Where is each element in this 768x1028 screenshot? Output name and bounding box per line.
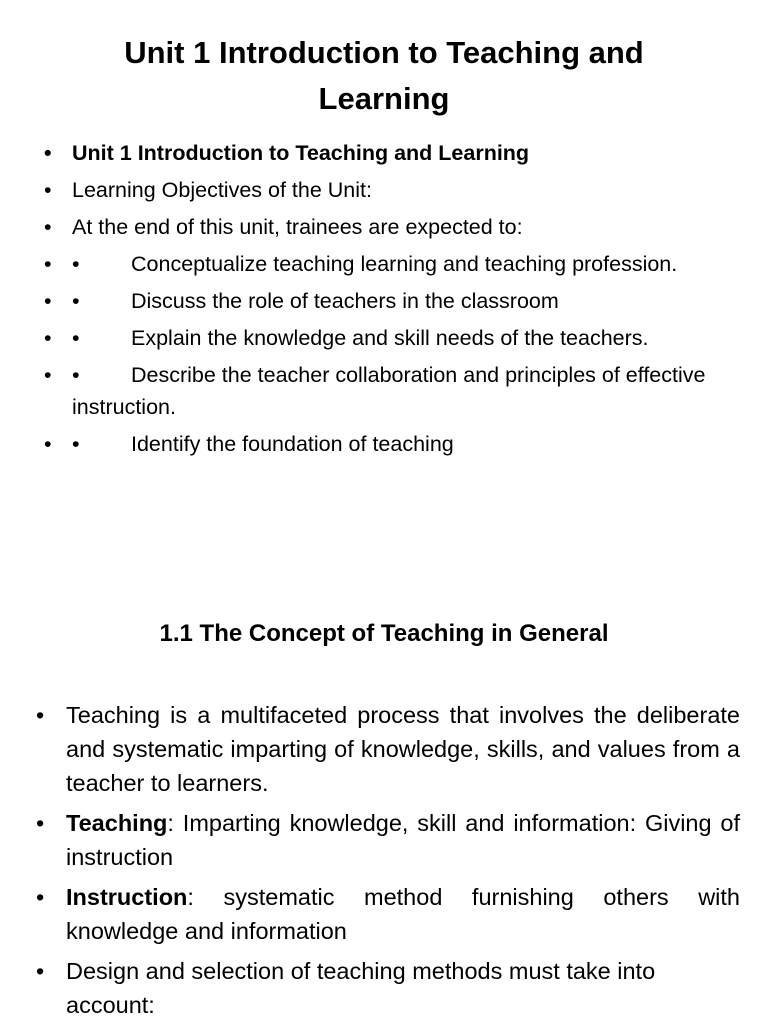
- list-item: [44, 322, 734, 354]
- section-title: 1.1 The Concept of Teaching in General: [159, 620, 609, 647]
- term-definition: : systematic method furnishing others with knowledge and information: [66, 884, 740, 944]
- term-label: Instruction: [66, 884, 188, 910]
- list-item-text: At the end of this unit, trainees are expected to:: [72, 215, 523, 239]
- list-item: [36, 880, 740, 948]
- inner-bullet-icon: •: [72, 289, 80, 313]
- inner-bullet-icon: •: [72, 432, 80, 456]
- slide-concept-of-teaching: [0, 512, 768, 1024]
- list-item: [44, 137, 734, 169]
- concept-list: [36, 698, 740, 1028]
- list-item: [44, 248, 734, 280]
- bullet-icon: •: [44, 178, 52, 202]
- bullet-icon: •: [44, 432, 52, 456]
- bullet-icon: •: [36, 884, 45, 910]
- list-item: [44, 211, 734, 243]
- bullet-icon: •: [44, 252, 52, 276]
- slide-title: Unit 1 Introduction to Teaching and Learning: [124, 35, 644, 116]
- bullet-icon: •: [44, 326, 52, 350]
- list-item-text: Unit 1 Introduction to Teaching and Learning: [72, 141, 530, 165]
- list-item-text: Explain the knowledge and skill needs of the teachers.: [131, 326, 649, 350]
- term-definition: : Imparting knowledge, skill and information: Giving of instruction: [66, 810, 740, 870]
- term-label: Teaching: [66, 810, 168, 836]
- list-item: [44, 359, 734, 423]
- bullet-icon: •: [44, 141, 52, 165]
- bullet-icon: •: [44, 215, 52, 239]
- list-item: [36, 698, 740, 800]
- inner-bullet-icon: •: [72, 252, 80, 276]
- list-item: [44, 174, 734, 206]
- list-item: [44, 285, 734, 317]
- list-item: [44, 428, 734, 460]
- list-item-text: Design and selection of teaching methods must take into account:: [66, 958, 656, 1018]
- list-item-text: Conceptualize teaching learning and teaching profession.: [131, 252, 678, 276]
- list-item-text: Describe the teacher collaboration and principles of effective instruction.: [72, 363, 706, 419]
- bullet-icon: •: [36, 958, 45, 984]
- list-item-text: Teaching is a multifaceted process that involves the deliberate and systematic imparting of knowledge, skills, and values from a teacher to learners.: [66, 702, 740, 796]
- list-item-text: Discuss the role of teachers in the classroom: [131, 289, 559, 313]
- inner-bullet-icon: •: [72, 326, 80, 350]
- list-item-text: Identify the foundation of teaching: [131, 432, 454, 456]
- objectives-list: [44, 137, 734, 465]
- list-item-text: Learning Objectives of the Unit:: [72, 178, 372, 202]
- inner-bullet-icon: •: [72, 363, 80, 387]
- list-item: [36, 954, 740, 1022]
- bullet-icon: •: [44, 363, 52, 387]
- slide-unit-1-objectives: [0, 0, 768, 512]
- bullet-icon: •: [44, 289, 52, 313]
- bullet-icon: •: [36, 702, 45, 728]
- bullet-icon: •: [36, 810, 45, 836]
- list-item: [36, 806, 740, 874]
